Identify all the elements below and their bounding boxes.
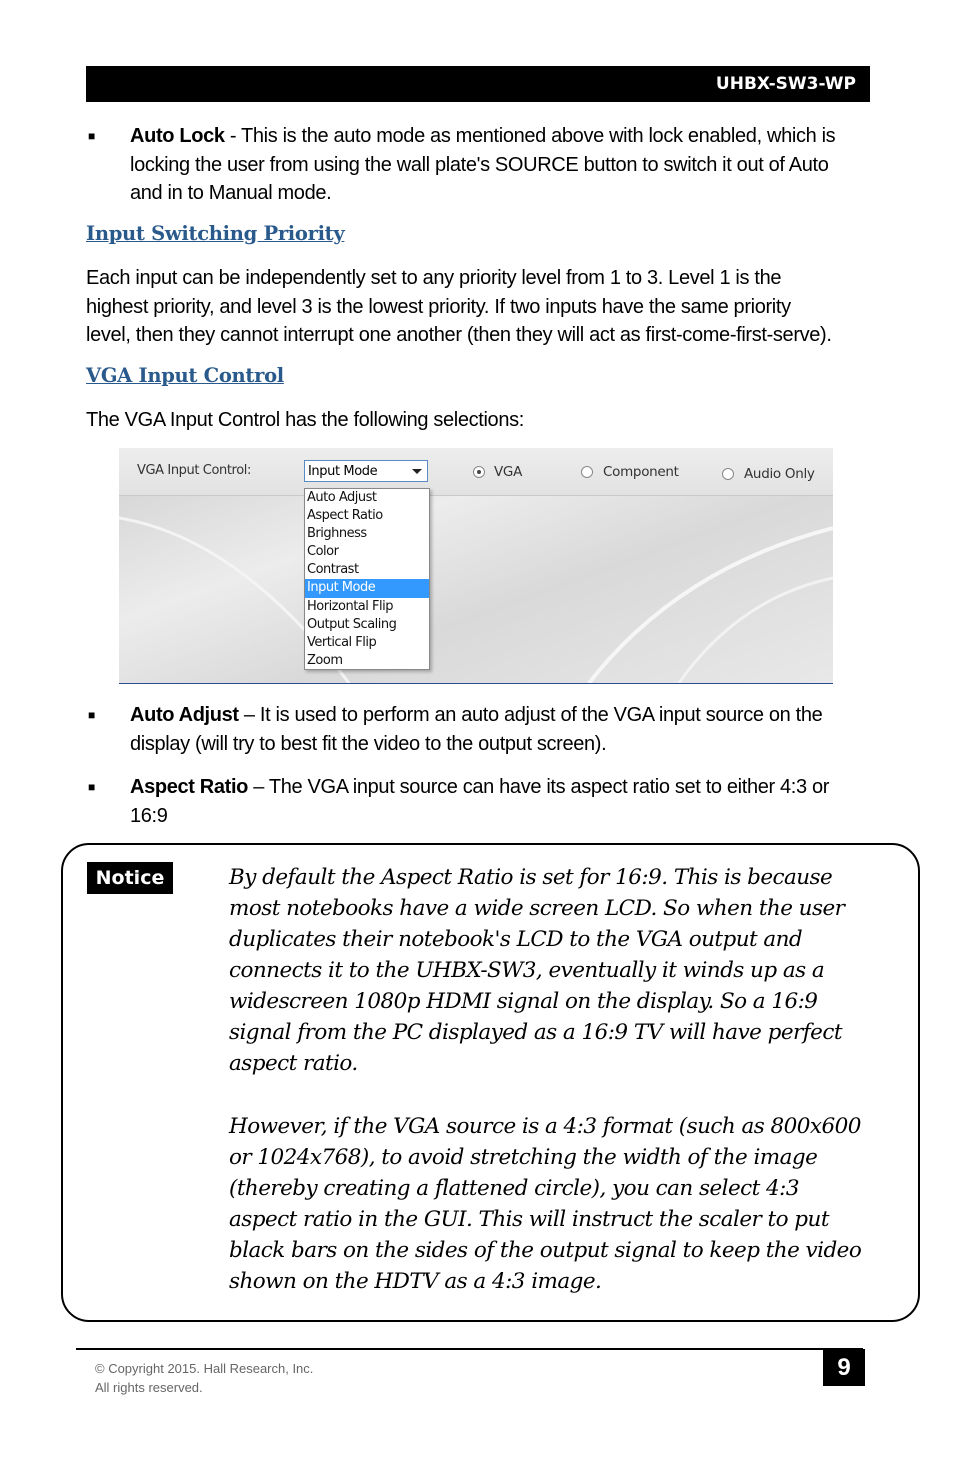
section2-intro: The VGA Input Control has the following selections:: [86, 409, 524, 431]
paragraph-line: highest priority, and level 3 is the lowest priority. If two inputs have the same priority: [86, 295, 791, 318]
notice-line: or 1024x768), to avoid stretching the width of the image: [229, 1145, 818, 1170]
dropdown-option-horizontal-flip[interactable]: Horizontal Flip: [307, 598, 393, 614]
bullet-marker: ■: [88, 129, 96, 143]
auto-lock-line: locking the user from using the wall plate's SOURCE button to switch it out of Auto: [130, 153, 829, 176]
notice-paragraph-1: [229, 862, 899, 1079]
footer-copyright: © Copyright 2015. Hall Research, Inc.: [95, 1361, 314, 1376]
bullet-marker: ■: [88, 780, 96, 794]
footer-rights: All rights reserved.: [95, 1380, 203, 1395]
notice-line: (thereby creating a flattened circle), you can select 4:3: [229, 1176, 799, 1201]
notice-line: signal from the PC displayed as a 16:9 TV will have perfect: [229, 1020, 842, 1045]
aspect-ratio-line: 16:9: [130, 804, 168, 827]
chevron-down-icon[interactable]: [412, 469, 422, 474]
dropdown-option-brighness[interactable]: Brighness: [307, 526, 367, 542]
radio-vga[interactable]: [473, 466, 485, 478]
notice-line: widescreen 1080p HDMI signal on the display. So a 16:9: [229, 989, 818, 1014]
select-value: Input Mode: [308, 464, 378, 479]
notice-badge: Notice: [87, 862, 173, 894]
radio-audio-only[interactable]: [722, 468, 734, 480]
auto-lock-term: Auto Lock: [130, 125, 225, 147]
page-number: 9: [823, 1349, 865, 1386]
vga-input-control-label: VGA Input Control:: [137, 463, 251, 478]
radio-label-vga[interactable]: VGA: [494, 464, 523, 480]
notice-paragraph-2: [229, 1111, 899, 1297]
dropdown-option-auto-adjust[interactable]: Auto Adjust: [307, 490, 377, 505]
auto-adjust-line: display (will try to best fit the video to the output screen).: [130, 732, 607, 755]
notice-line: By default the Aspect Ratio is set for 16:9. This is because: [229, 865, 833, 890]
control-row: [119, 448, 833, 496]
dropdown-option-input-mode[interactable]: Input Mode: [305, 579, 429, 597]
paragraph-line: Each input can be independently set to any priority level from 1 to 3. Level 1 is the: [86, 267, 782, 289]
paragraph-line: level, then they cannot interrupt one another (then they will act as first-come-first-serve).: [86, 324, 832, 346]
section-heading-input-switching-priority: Input Switching Priority: [86, 222, 345, 245]
auto-adjust-item: [130, 701, 890, 758]
auto-adjust-line: – It is used to perform an auto adjust of the VGA input source on the: [238, 704, 823, 726]
section-heading-vga-input-control: VGA Input Control: [86, 364, 284, 387]
dropdown-option-contrast[interactable]: Contrast: [307, 562, 359, 578]
section1-paragraph: [86, 264, 906, 350]
notice-line: black bars on the sides of the output signal to keep the video: [229, 1238, 862, 1263]
notice-line: duplicates their notebook's LCD to the VGA output and: [229, 927, 803, 952]
input-mode-select[interactable]: [304, 460, 428, 482]
document-title: UHBX-SW3-WP: [715, 74, 856, 94]
notice-line: most notebooks have a wide screen LCD. So when the user: [229, 896, 845, 921]
notice-line: connects it to the UHBX-SW3, eventually it winds up as a: [229, 958, 825, 983]
radio-label-component[interactable]: Component: [603, 464, 679, 480]
dropdown-option-color[interactable]: Color: [307, 544, 339, 560]
footer-divider: [76, 1348, 863, 1350]
dropdown-option-zoom[interactable]: Zoom: [307, 652, 343, 668]
auto-adjust-term: Auto Adjust: [130, 704, 239, 726]
auto-lock-line: and in to Manual mode.: [130, 182, 332, 204]
radio-component[interactable]: [581, 466, 593, 478]
dropdown-option-aspect-ratio[interactable]: Aspect Ratio: [307, 508, 383, 524]
radio-label-audio-only[interactable]: Audio Only: [744, 466, 815, 482]
auto-lock-line: - This is the auto mode as mentioned above with lock enabled, which is: [224, 125, 836, 147]
vga-input-control-screenshot: [119, 448, 833, 684]
input-mode-dropdown-list: [304, 488, 430, 670]
notice-line: shown on the HDTV as a 4:3 image.: [229, 1269, 602, 1294]
notice-line: However, if the VGA source is a 4:3 format (such as 800x600: [229, 1114, 861, 1139]
dropdown-option-vertical-flip[interactable]: Vertical Flip: [307, 634, 377, 650]
auto-lock-item: [130, 122, 890, 208]
header-bar: [86, 66, 870, 102]
aspect-ratio-line: – The VGA input source can have its aspect ratio set to either 4:3 or: [248, 776, 830, 798]
aspect-ratio-term: Aspect Ratio: [130, 776, 249, 798]
bullet-marker: ■: [88, 708, 96, 722]
dropdown-option-output-scaling[interactable]: Output Scaling: [307, 616, 397, 632]
notice-line: aspect ratio in the GUI. This will instruct the scaler to put: [229, 1207, 829, 1232]
notice-line: aspect ratio.: [229, 1051, 358, 1076]
aspect-ratio-item: [130, 773, 890, 830]
